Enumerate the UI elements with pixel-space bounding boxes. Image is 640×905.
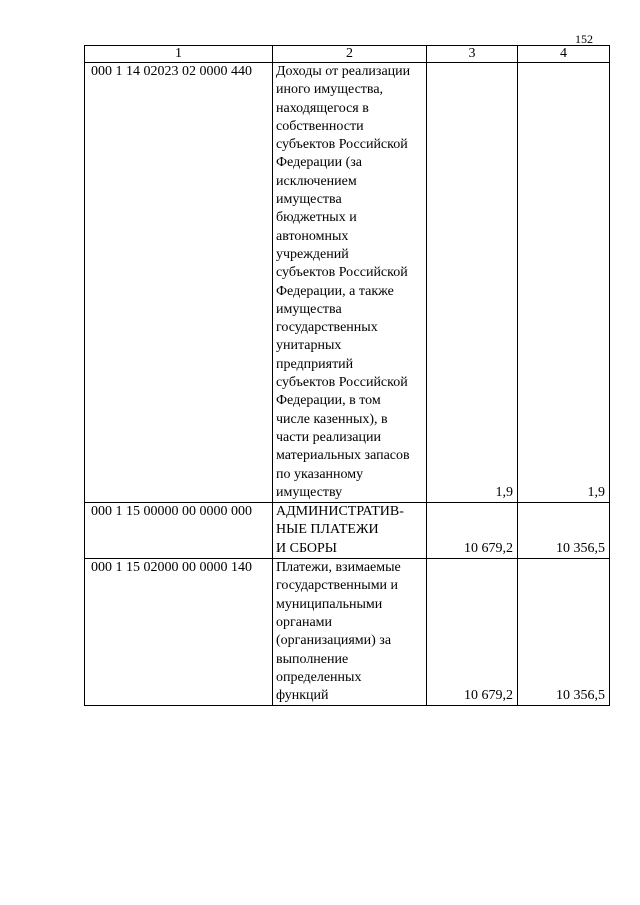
income-name-line: учреждений — [276, 246, 349, 262]
budget-table — [84, 45, 610, 706]
budget-code-cell: 000 1 15 00000 00 0000 000 — [85, 503, 273, 559]
header-row — [85, 46, 610, 63]
income-name-line: унитарных — [276, 338, 342, 354]
table-row — [85, 559, 610, 706]
income-name-cell — [273, 63, 427, 503]
income-name-line: органами — [276, 614, 333, 630]
income-name-line: материальных запасов — [276, 448, 410, 464]
header-col-3: 3 — [427, 46, 518, 63]
income-name-line: имуществу — [276, 484, 343, 500]
income-name-line: определенных — [276, 669, 362, 685]
income-name-line: АДМИНИСТРАТИВ- — [276, 504, 404, 520]
income-name-line: муниципальными — [276, 596, 383, 612]
income-name-line: (организациями) за — [276, 633, 392, 649]
amount-col-4: 10 356,5 — [518, 503, 610, 559]
amount-col-4: 1,9 — [518, 63, 610, 503]
income-name-line: И СБОРЫ — [276, 540, 337, 556]
budget-code-cell: 000 1 14 02023 02 0000 440 — [85, 63, 273, 503]
income-name-line: Платежи, взимаемые — [276, 560, 401, 576]
table-row — [85, 63, 610, 503]
income-name-line: Федерации, а также — [276, 283, 394, 299]
income-name-line: Федерации (за — [276, 155, 363, 171]
header-col-4: 4 — [518, 46, 610, 63]
income-name-line: государственными и — [276, 578, 399, 594]
income-name-cell — [273, 503, 427, 559]
amount-col-3: 10 679,2 — [427, 559, 518, 706]
income-name-line: имущества — [276, 301, 342, 317]
income-name-line: собственности — [276, 118, 364, 134]
budget-code-cell: 000 1 15 02000 00 0000 140 — [85, 559, 273, 706]
income-name-line: исключением — [276, 173, 357, 189]
table-row — [85, 503, 610, 559]
income-name-line: находящегося в — [276, 100, 369, 116]
income-name-line: субъектов Российской — [276, 137, 408, 153]
income-name-line: выполнение — [276, 651, 349, 667]
amount-col-4: 10 356,5 — [518, 559, 610, 706]
income-name-line: Доходы от реализации — [276, 64, 411, 79]
income-name-line: числе казенных), в — [276, 411, 388, 427]
income-name-line: НЫЕ ПЛАТЕЖИ — [276, 522, 379, 538]
income-name-line: Федерации, в том — [276, 393, 381, 409]
table-body — [85, 46, 610, 706]
income-name-line: бюджетных и — [276, 210, 357, 226]
income-name-line: государственных — [276, 320, 378, 336]
header-col-2: 2 — [273, 46, 427, 63]
income-name-line: иного имущества, — [276, 82, 384, 98]
amount-col-3: 10 679,2 — [427, 503, 518, 559]
income-name-line: предприятий — [276, 356, 354, 372]
page-number: 152 — [575, 32, 593, 46]
income-name-line: функций — [276, 688, 329, 704]
income-name-line: субъектов Российской — [276, 265, 408, 281]
income-name-line: по указанному — [276, 466, 364, 482]
income-name-line: субъектов Российской — [276, 375, 408, 391]
income-name-line: части реализации — [276, 429, 381, 445]
amount-col-3: 1,9 — [427, 63, 518, 503]
income-name-cell — [273, 559, 427, 706]
header-col-1: 1 — [85, 46, 273, 63]
income-name-line: имущества — [276, 192, 342, 208]
income-name-line: автономных — [276, 228, 349, 244]
